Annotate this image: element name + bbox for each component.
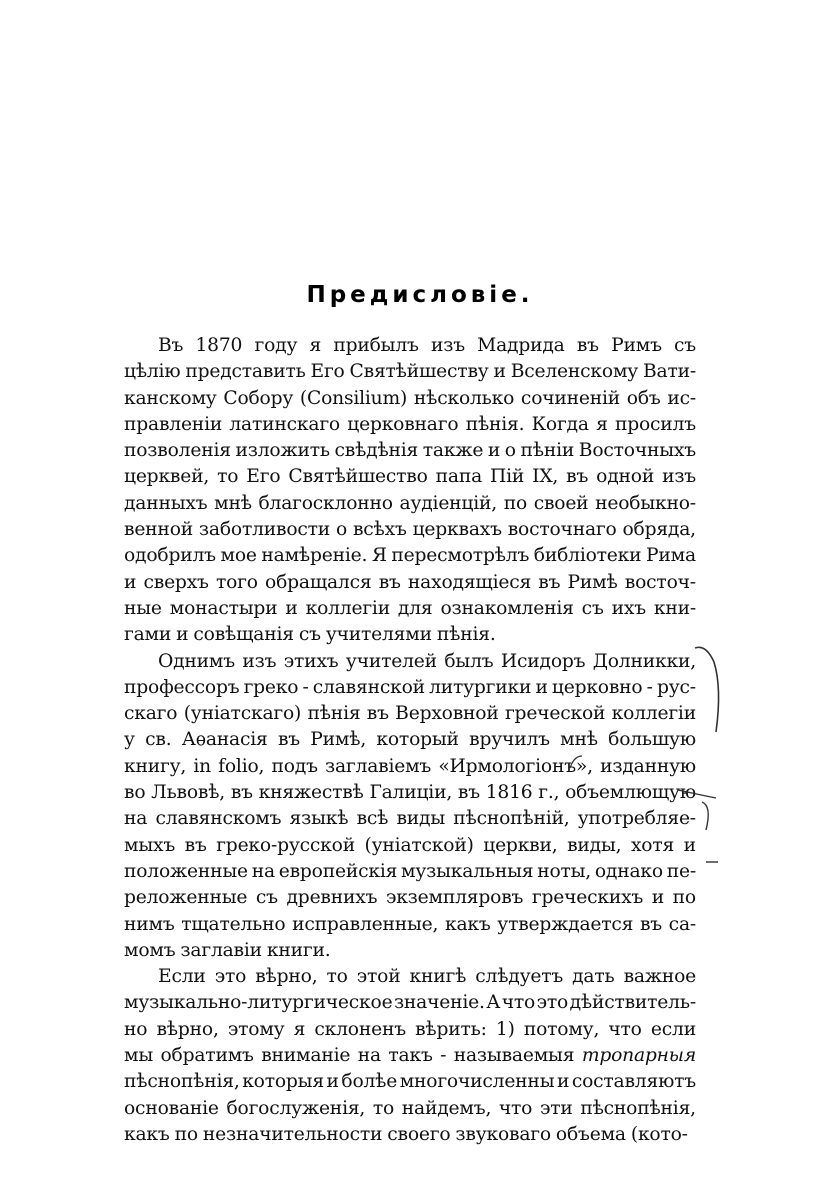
body-text [124,333,696,1148]
text-line: пѣснопѣнія, которыя и болѣе многочисленны и составляютъ [124,1071,696,1093]
text-line: канскому Собору (Consilium) нѣсколько сочиненій объ ис- [124,387,696,409]
text-line: положенные на европейскія музыкальныя ноты, однако пе- [124,860,696,882]
text-line: правленіи латинскаго церковнаго пѣнія. Когда я просилъ [124,413,696,435]
text-line: данныхъ мнѣ благосклонно аудіенцій, по своей необыкно- [124,492,696,514]
text-line: профессоръ греко - славянской литургики и церковно - рус- [124,676,696,698]
text-line: Однимъ изъ этихъ учителей былъ Исидоръ Долникки, [158,650,696,672]
margin-bracket-annotation [692,640,732,740]
text-line: у св. Аѳанасія въ Римѣ, который вручилъ мнѣ большую [124,729,696,751]
margin-dash-annotation [704,852,724,872]
text-line: скаго (уніатскаго) пѣнія въ Верховной греческой коллегіи [124,703,696,725]
text-line: музыкально-литургическое значеніе. А что это дѣйствитель- [124,992,696,1014]
page-title: Предисловіе. [306,282,534,308]
text-line: мы обратимъ вниманіе на такъ - называемыя тропарныя [124,1045,696,1067]
text-line: книгу, in folio, подъ заглавіемъ «Ирмологіонъ», изданную [124,755,696,777]
text-line: мыхъ въ греко-русской (уніатской) церкви, виды, хотя и [124,834,696,856]
text-line: какъ по незначительности своего звуковаго объема (кото- [124,1123,688,1145]
text-line: нимъ тщательно исправленные, какъ утверждается въ са- [124,913,696,935]
text-line: позволенія изложить свѣдѣнія также и о пѣніи Восточныхъ [124,440,696,462]
text-line: одобрилъ мое намѣреніе. Я пересмотрѣлъ библіотеки Рима [124,545,696,567]
text-line: на славянскомъ языкѣ всѣ виды пѣснопѣній, употребляе- [124,808,696,830]
text-line: во Львовѣ, въ княжествѣ Галиціи, въ 1816 г., объемлющую [124,782,696,804]
text-line: ные монастыри и коллегіи для ознакомленія съ ихъ кни- [124,597,696,619]
text-line: Если это вѣрно, то этой книгѣ слѣдуетъ дать важное [158,966,696,988]
text-line: реложенные съ древнихъ экземпляровъ греческихъ и по [124,887,696,909]
text-line: цѣлію представить Его Святѣйшеству и Вселенскому Вати- [124,361,696,383]
text-line: момъ заглавіи книги. [124,939,331,961]
text-line: основаніе богослуженія, то найдемъ, что эти пѣснопѣнія, [124,1097,696,1119]
text-line: церквей, то Его Святѣйшество папа Пій IX, въ одной изъ [124,466,696,488]
text-line: Въ 1870 году я прибылъ изъ Мадрида въ Римъ съ [158,335,696,356]
text-line: венной заботливости о всѣхъ церквахъ восточнаго обряда, [124,519,696,541]
text-line: гами и совѣщанія съ учителями пѣнія. [124,624,496,646]
text-line: и сверхъ того обращался въ находящіеся въ Римѣ восточ- [124,571,696,593]
text-line: но вѣрно, этому я склоненъ вѣрить: 1) потому, что если [124,1018,696,1040]
